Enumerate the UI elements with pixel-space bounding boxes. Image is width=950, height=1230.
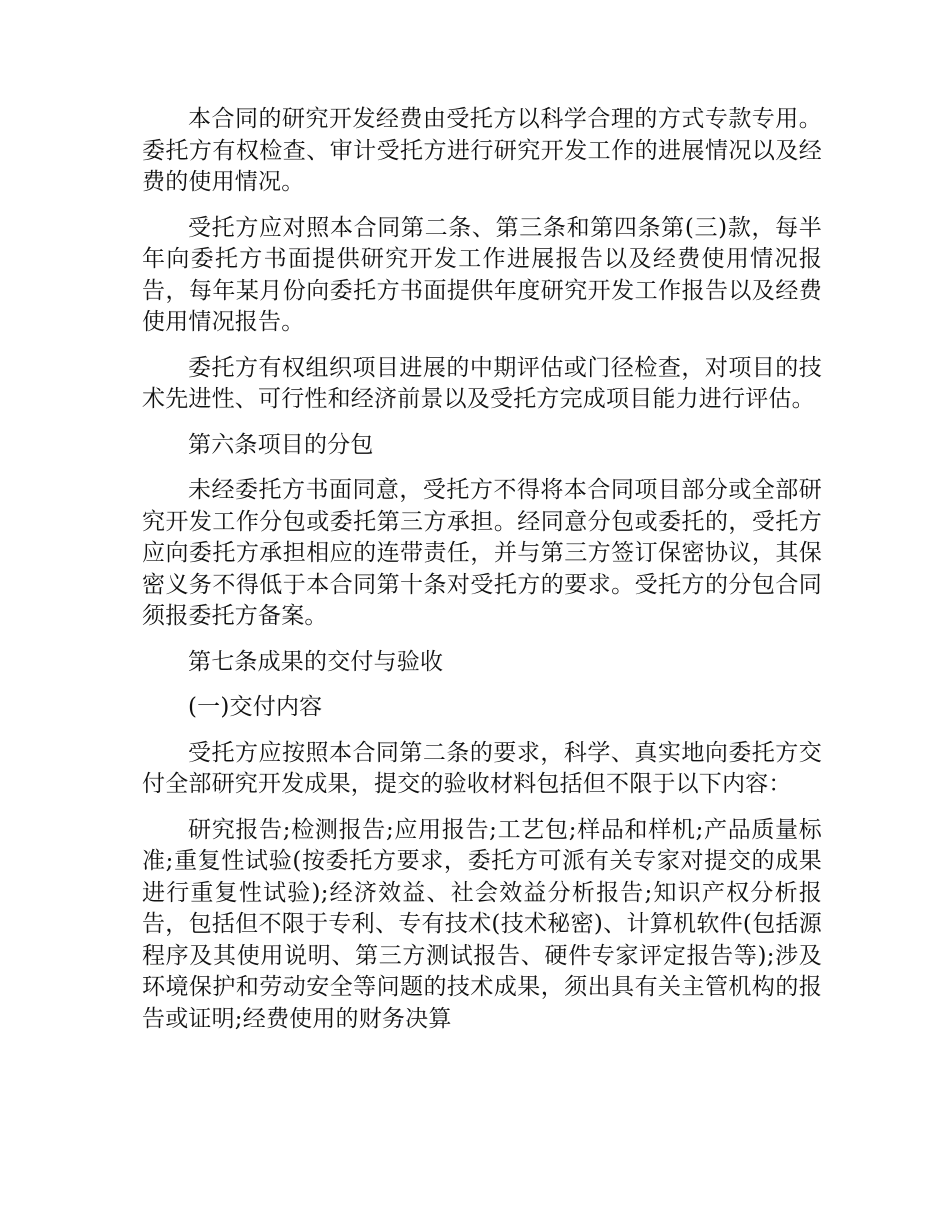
paragraph-fund-usage: 本合同的研究开发经费由受托方以科学合理的方式专款专用。委托方有权检查、审计受托方进行研究开发工作的进展情况以及经费的使用情况。 (142, 106, 822, 195)
document-page (142, 104, 822, 1049)
paragraph-subcontracting: 未经委托方书面同意，受托方不得将本合同项目部分或全部研究开发工作分包或委托第三方承担。经同意分包或委托的，受托方应向委托方承担相应的连带责任，并与第三方签订保密协议，其保密义务不得低于本合同第十条对受托方的要求。受托方的分包合同须报委托方备案。 (142, 477, 822, 629)
section-heading-subcontracting: 第六条项目的分包 (188, 431, 374, 458)
paragraph-delivery-requirements: 受托方应按照本合同第二条的要求，科学、真实地向委托方交付全部研究开发成果，提交的验收材料包括但不限于以下内容： (142, 739, 822, 797)
subheading-delivery-content: (一)交付内容 (188, 694, 323, 720)
paragraph-progress-report: 受托方应对照本合同第二条、第三条和第四条第(三)款，每半年向委托方书面提供研究开发工作进展报告以及经费使用情况报告，每年某月份向委托方书面提供年度研究开发工作报告以及经费使用情况报告。 (142, 214, 822, 335)
paragraph-midterm-evaluation: 委托方有权组织项目进展的中期评估或门径检查，对项目的技术先进性、可行性和经济前景以及受托方完成项目能力进行评估。 (142, 354, 822, 412)
paragraph-acceptance-materials: 研究报告;检测报告;应用报告;工艺包;样品和样机;产品质量标准;重复性试验(按委托方要求，委托方可派有关专家对提交的成果进行重复性试验);经济效益、社会效益分析报告;知识产权分析报告，包括但不限于专利、专有技术(技术秘密)、计算机软件(包括源程序及其使用说明、第三方测试报告、硬件专家评定报告等);涉及环境保护和劳动安全等问题的技术成果，须出具有关主管机构的报告或证明;经费使用的财务决算 (142, 816, 822, 1032)
section-heading-delivery-acceptance: 第七条成果的交付与验收 (188, 648, 444, 675)
